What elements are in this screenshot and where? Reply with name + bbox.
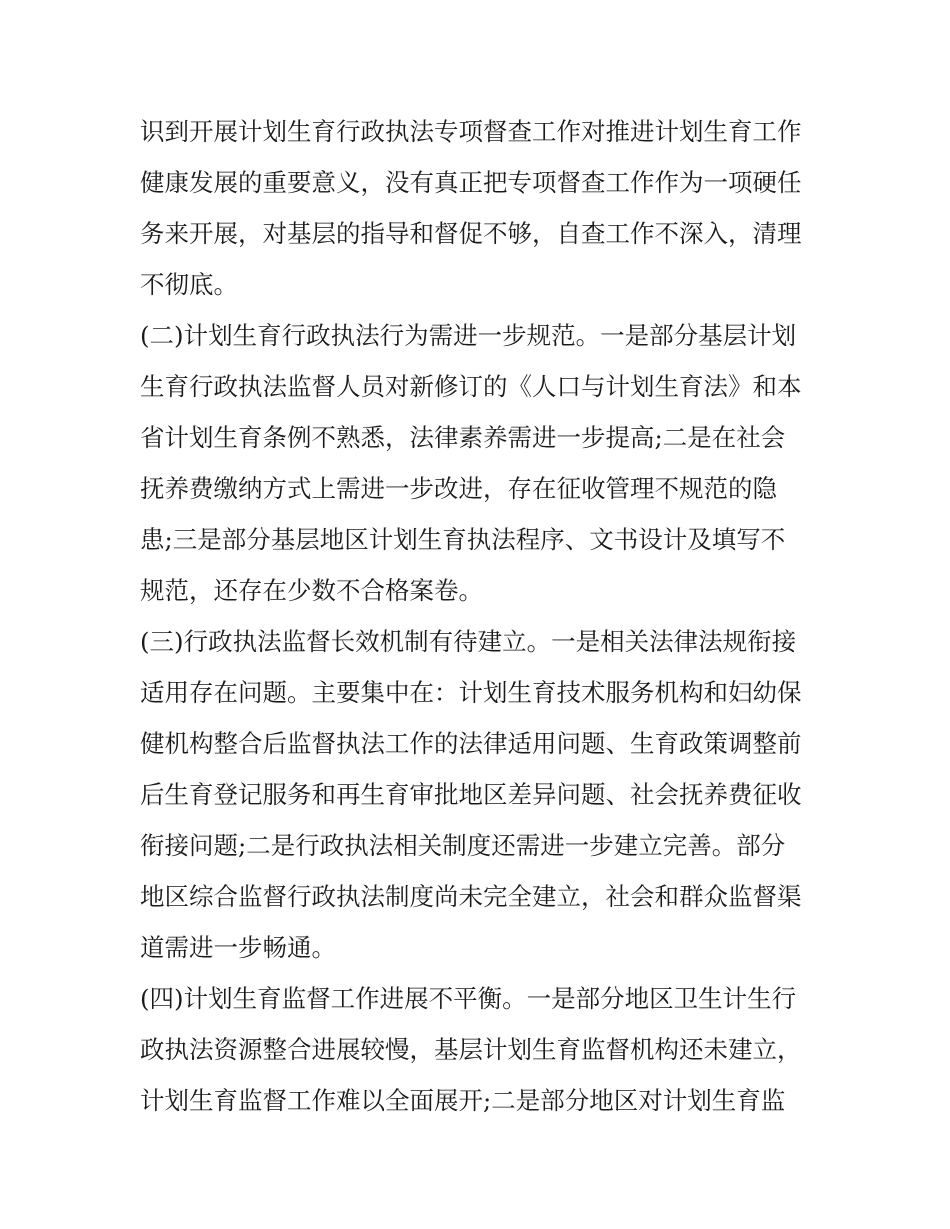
text-line: 健机构整合后监督执法工作的法律适用问题、生育政策调整前	[140, 729, 802, 758]
text-line: 不彻底。	[140, 270, 238, 299]
text-line: (三)行政执法监督长效机制有待建立。一是相关法律法规衔接	[140, 627, 797, 656]
text-line: 适用存在问题。主要集中在：计划生育技术服务机构和妇幼保	[140, 678, 802, 707]
text-line: 抚养费缴纳方式上需进一步改进，存在征收管理不规范的隐	[140, 474, 777, 503]
text-line: 省计划生育条例不熟悉，法律素养需进一步提高;二是在社会	[140, 423, 786, 452]
text-line: 识到开展计划生育行政执法专项督查工作对推进计划生育工作	[140, 117, 802, 146]
text-line: 后生育登记服务和再生育审批地区差异问题、社会抚养费征收	[140, 780, 802, 809]
text-line: 患;三是部分基层地区计划生育执法程序、文书设计及填写不	[140, 525, 786, 554]
text-line: (二)计划生育行政执法行为需进一步规范。一是部分基层计划	[140, 321, 797, 350]
body-text	[140, 106, 820, 1126]
text-line: 生育行政执法监督人员对新修订的《人口与计划生育法》和本	[140, 372, 802, 401]
text-line: 健康发展的重要意义，没有真正把专项督查工作作为一项硬任	[140, 168, 802, 197]
text-line: 计划生育监督工作难以全面展开;二是部分地区对计划生育监	[140, 1086, 786, 1115]
text-line: 衔接问题;二是行政执法相关制度还需进一步建立完善。部分	[140, 831, 786, 860]
text-line: 地区综合监督行政执法制度尚未完全建立，社会和群众监督渠	[140, 882, 802, 911]
text-line: 规范，还存在少数不合格案卷。	[140, 576, 483, 605]
text-line: (四)计划生育监督工作进展不平衡。一是部分地区卫生计生行	[140, 984, 797, 1013]
text-line: 政执法资源整合进展较慢，基层计划生育监督机构还未建立，	[140, 1035, 802, 1064]
text-line: 道需进一步畅通。	[140, 933, 336, 962]
text-line: 务来开展，对基层的指导和督促不够，自查工作不深入，清理	[140, 219, 802, 248]
